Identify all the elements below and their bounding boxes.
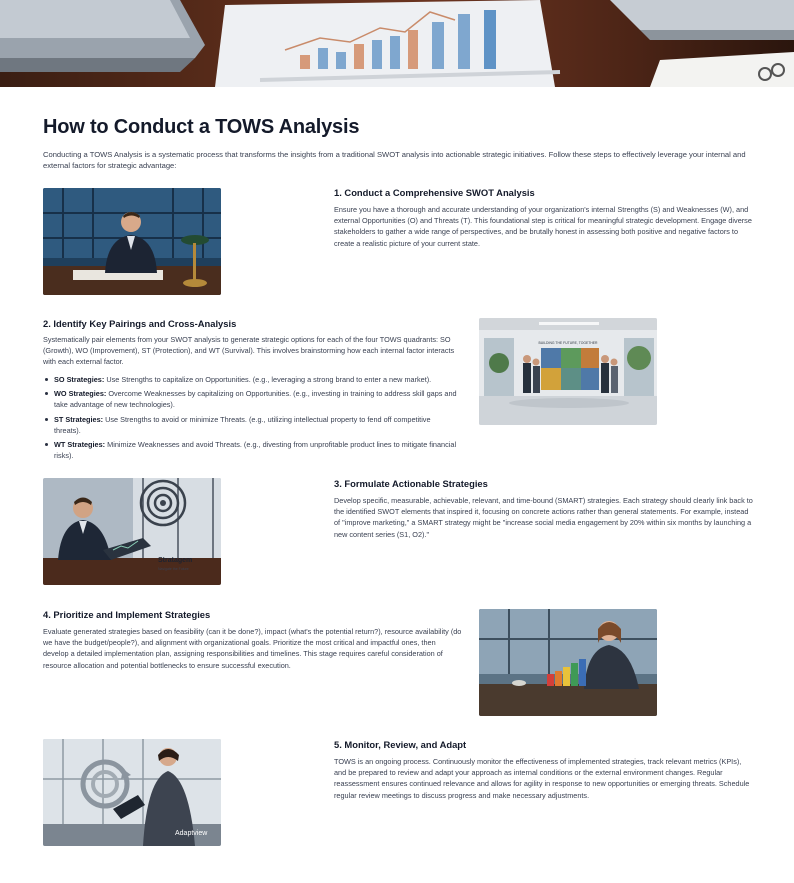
step-3-photo-strategy-man [43, 478, 221, 585]
list-item-label: ST Strategies: [54, 414, 104, 424]
strategy-image-title: Stratagem [158, 557, 193, 564]
list-item-text: Use Strengths to avoid or minimize Threats. (e.g., utilizing intellectual property to fend off competitive threats). [54, 414, 431, 435]
step-3-title: 3. Formulate Actionable Strategies [334, 478, 488, 489]
step-2-body: Systematically pair elements from your SWOT analysis to generate strategic options for each of the four TOWS quadrants: SO (Growth), WO (Improvement), ST (Protection), and WT (Survival). This involves brainstorming how each internal factor interacts with each external factor. [43, 335, 455, 367]
step-5-body: TOWS is an ongoing process. Continuously monitor the effectiveness of implemented strategies, track relevant metrics (KPIs), and be prepared to review and adapt your approach as internal conditions or the external environment changes. Regular reassessment ensures continued relevance and allows for agility in response to new opportunities or emerging threats. Schedule regular review meetings to discuss progress and make necessary adjustments. [334, 757, 750, 800]
step-4-photo-woman-blocks [479, 609, 657, 716]
hero-banner [0, 0, 794, 87]
adapt-image-label: Adaptview [175, 830, 208, 837]
step-1-photo-businessman-office [43, 188, 221, 295]
list-item-wt [43, 439, 458, 461]
intro-paragraph: Conducting a TOWS Analysis is a systematic process that transforms the insights from a traditional SWOT analysis into actionable strategic initiatives. Follow these steps to effectively leverage your internal and external factors for strategic advantage: [43, 150, 746, 171]
hero-desk-illustration [0, 0, 794, 87]
step-1-title: 1. Conduct a Comprehensive SWOT Analysis [334, 187, 535, 198]
strategy-image-subtitle: Navigate the Future [158, 567, 189, 571]
step-2-title: 2. Identify Key Pairings and Cross-Analysis [43, 318, 237, 329]
list-item-label: SO Strategies: [54, 375, 105, 384]
list-item-wo [43, 388, 458, 410]
step-5-title: 5. Monitor, Review, and Adapt [334, 739, 467, 750]
step-3-body: Develop specific, measurable, achievable, relevant, and time-bound (SMART) strategies. Each strategy should clearly link back to the identified SWOT elements that inspired it, focusing on concrete actions rather than general statements. For example, instead of "improve marketing," a SMART strategy might be "increase social media engagement by 20% within six months by launching a new content series (S1, O2)." [334, 496, 753, 539]
puzzle-sign-text: BUILDING THE FUTURE, TOGETHER [538, 341, 598, 345]
list-item-label: WT Strategies: [54, 440, 106, 450]
tows-strategy-list [43, 374, 458, 464]
step-4-title: 4. Prioritize and Implement Strategies [43, 609, 211, 620]
list-item-st [43, 414, 458, 436]
list-item-text: Use Strengths to capitalize on Opportunities. (e.g., leveraging a strong brand to enter a new market). [104, 375, 432, 384]
step-4-body: Evaluate generated strategies based on feasibility (can it be done?), impact (what's the potential return?), resource availability (do we have the budget/people?), and alignment with organizational goals. Prioritize the most critical and impactful ones, then develop a detailed implementation plan, assigning responsibilities and timelines. This stage requires careful consideration of resource allocation and potential bottlenecks to ensure successful execution. [43, 627, 462, 670]
step-1-body: Ensure you have a thorough and accurate understanding of your organization's internal Strengths (S) and Weaknesses (W), and external Opportunities (O) and Threats (T). This foundational step is critical for meaningful strategic development. Engage diverse stakeholders to gather a wide range of perspectives, and be brutally honest in assessing both positive and negative factors to create a realistic picture of your current state. [334, 205, 752, 248]
list-item-text: Overcome Weaknesses by capitalizing on Opportunities. (e.g., investing in training to address skill gaps and take advantage of new technologies). [54, 389, 457, 410]
step-2-photo-team-puzzle [479, 318, 657, 425]
list-item-so [43, 374, 458, 385]
step-5-photo-woman-tablet [43, 739, 221, 846]
page-title: How to Conduct a TOWS Analysis [43, 116, 360, 138]
list-item-label: WO Strategies: [54, 389, 107, 399]
list-item-text: Minimize Weaknesses and avoid Threats. (e.g., divesting from unprofitable product lines to mitigate financial risks). [54, 440, 457, 461]
